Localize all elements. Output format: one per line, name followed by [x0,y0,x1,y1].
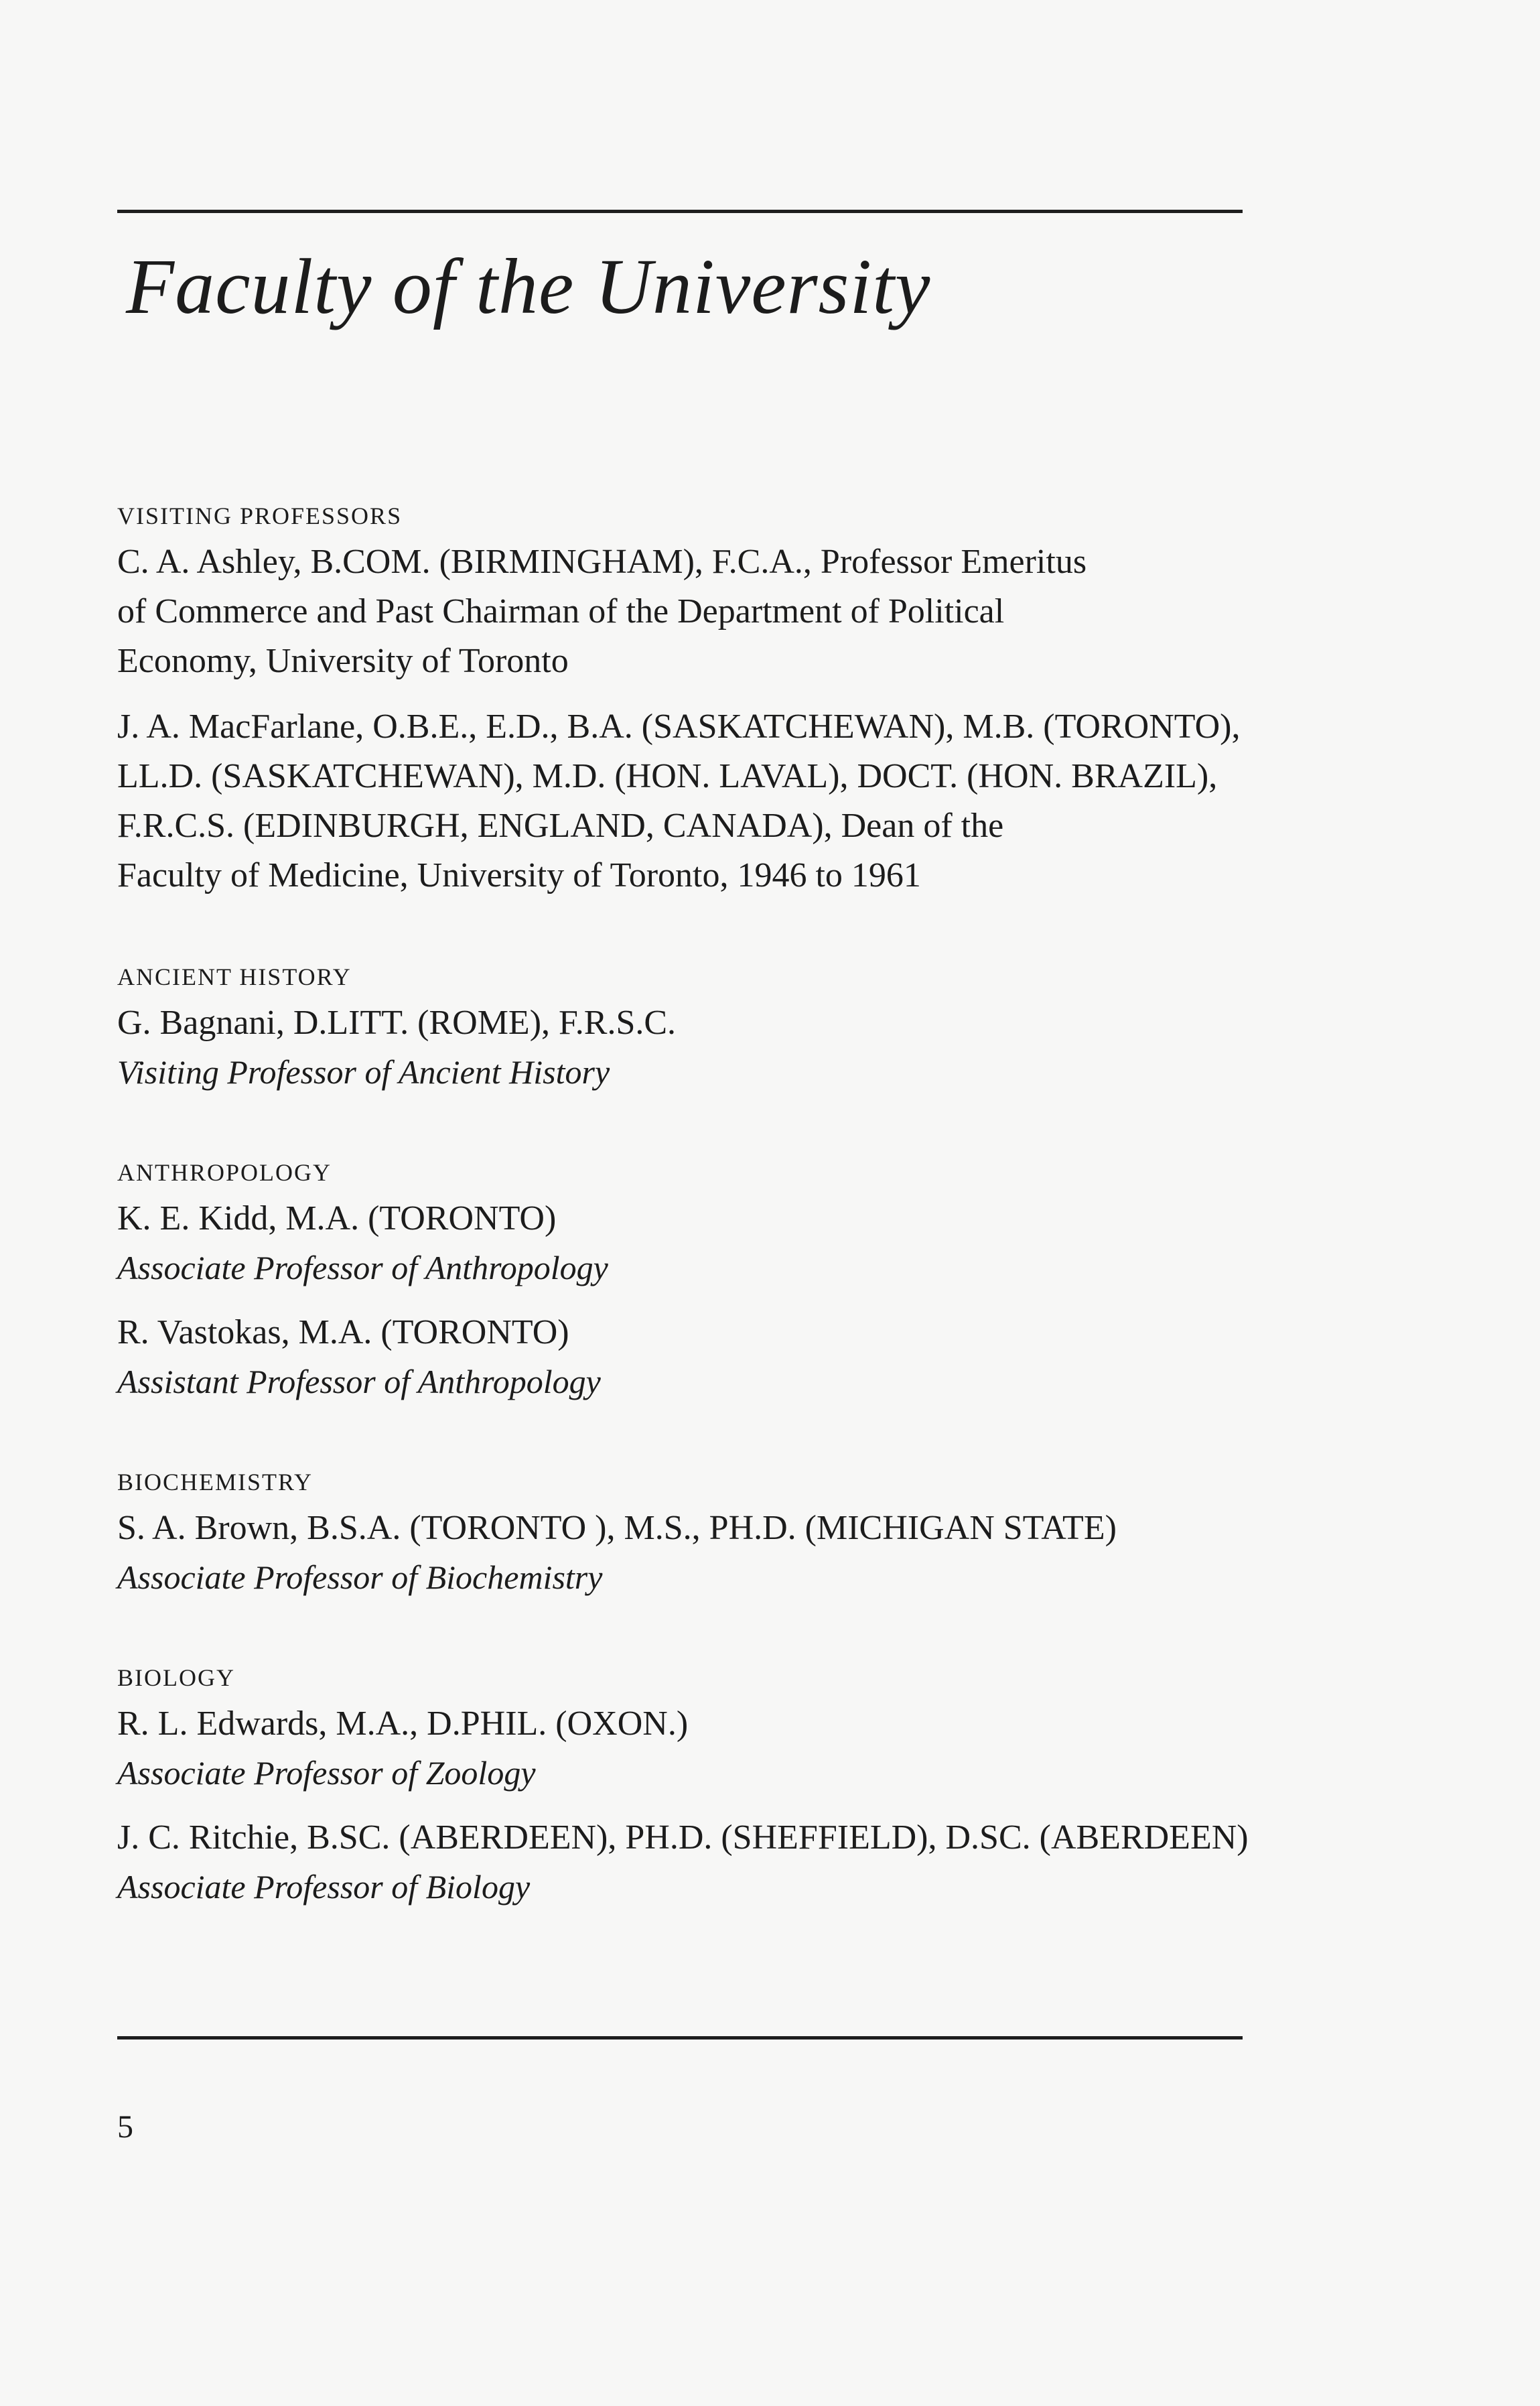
entry-role: Associate Professor of Zoology [117,1754,536,1792]
entry-role: Associate Professor of Anthropology [117,1249,608,1286]
bottom-rule [117,2036,1243,2040]
faculty-entry [117,1699,1256,1797]
faculty-entry [117,998,1256,1096]
entry-text-line: LL.D. (SASKATCHEWAN), M.D. (HON. LAVAL), DOCT. (HON. BRAZIL), [117,757,1218,795]
section-heading: BIOLOGY [117,1664,235,1691]
page-title: Faculty of the University [126,243,931,330]
section-anthropology [117,1158,1256,1406]
section-heading: ANTHROPOLOGY [117,1159,332,1186]
page-number: 5 [117,2109,133,2145]
entry-text-line: R. L. Edwards, M.A., D.PHIL. (OXON.) [117,1705,689,1743]
entry-text-line: K. E. Kidd, M.A. (TORONTO) [117,1199,557,1238]
entry-text-line: of Commerce and Past Chairman of the Department of Political [117,592,1005,630]
section-heading: BIOCHEMISTRY [117,1469,313,1495]
faculty-entry [117,702,1256,900]
faculty-entry [117,1308,1256,1406]
section-biochemistry [117,1467,1256,1601]
faculty-entry [117,537,1256,686]
entry-text-line: C. A. Ashley, B.COM. (BIRMINGHAM), F.C.A., Professor Emeritus [117,543,1087,581]
faculty-entry [117,1503,1256,1601]
section-heading: ANCIENT HISTORY [117,963,352,990]
entry-text-line: Faculty of Medicine, University of Toronto, 1946 to 1961 [117,856,921,894]
faculty-entry [117,1194,1256,1292]
entry-text-line: S. A. Brown, B.S.A. (TORONTO ), M.S., PH.D. (MICHIGAN STATE) [117,1509,1117,1547]
entry-role: Associate Professor of Biochemistry [117,1558,603,1596]
entry-text-line: Economy, University of Toronto [117,642,569,680]
entry-text-line: G. Bagnani, D.LITT. (ROME), F.R.S.C. [117,1004,677,1042]
faculty-list [117,501,1256,1973]
entry-text-line: F.R.C.S. (EDINBURGH, ENGLAND, CANADA), Dean of the [117,807,1004,845]
entry-role: Visiting Professor of Ancient History [117,1053,610,1091]
entry-text-line: J. A. MacFarlane, O.B.E., E.D., B.A. (SASKATCHEWAN), M.B. (TORONTO), [117,708,1241,746]
section-visiting-professors [117,501,1256,900]
section-heading: VISITING PROFESSORS [117,503,403,529]
entry-role: Assistant Professor of Anthropology [117,1363,601,1400]
section-biology [117,1663,1256,1911]
faculty-entry [117,1813,1256,1911]
entry-text-line: R. Vastokas, M.A. (TORONTO) [117,1313,569,1351]
top-rule [117,210,1243,213]
entry-text-line: J. C. Ritchie, B.SC. (ABERDEEN), PH.D. (SHEFFIELD), D.SC. (ABERDEEN) [117,1818,1249,1857]
entry-role: Associate Professor of Biology [117,1868,531,1906]
section-ancient-history [117,962,1256,1096]
